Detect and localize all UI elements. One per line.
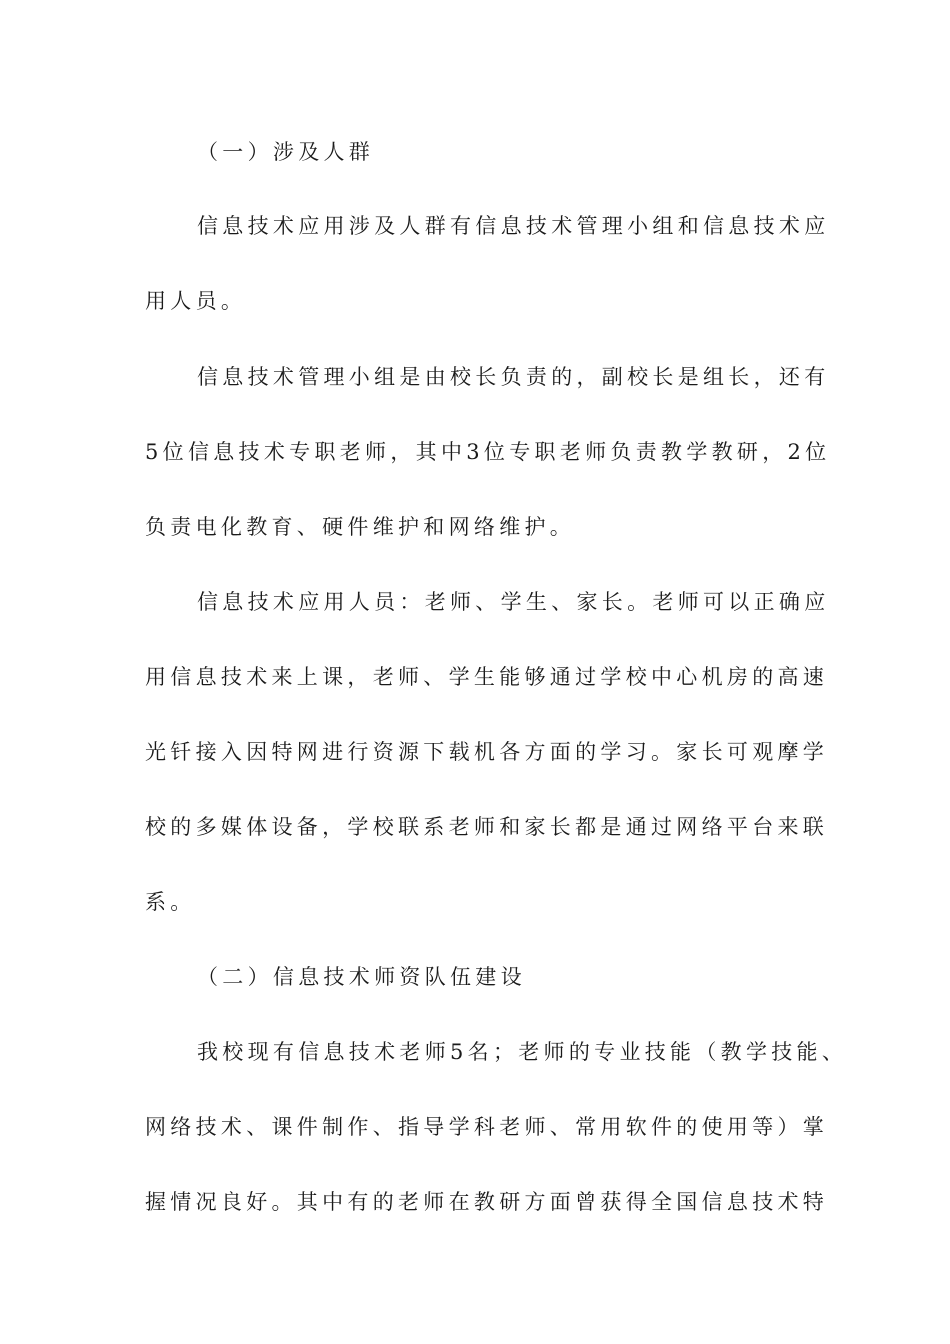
paragraph-line: 信息技术应用人员：老师、学生、家长。老师可以正确应 xyxy=(197,590,830,614)
paragraph-line: 5位信息技术专职老师，其中3位专职老师负责教学教研，2位 xyxy=(145,440,831,464)
paragraph-line: 系。 xyxy=(145,890,196,914)
section-heading: （一）涉及人群 xyxy=(197,140,375,164)
paragraph-line: 校的多媒体设备，学校联系老师和家长都是通过网络平台来联 xyxy=(145,815,829,839)
paragraph-line: 光钎接入因特网进行资源下载机各方面的学习。家长可观摩学 xyxy=(145,740,829,764)
paragraph-line: 用人员。 xyxy=(145,289,247,313)
paragraph-line: 网络技术、课件制作、指导学科老师、常用软件的使用等）掌 xyxy=(145,1115,829,1139)
paragraph-line: 信息技术管理小组是由校长负责的，副校长是组长，还有 xyxy=(197,365,830,389)
paragraph-line: 负责电化教育、硬件维护和网络维护。 xyxy=(145,515,576,539)
paragraph-line: 用信息技术来上课，老师、学生能够通过学校中心机房的高速 xyxy=(145,665,829,689)
paragraph-line: 我校现有信息技术老师5名；老师的专业技能（教学技能、 xyxy=(197,1040,848,1064)
section-heading: （二）信息技术师资队伍建设 xyxy=(197,965,526,989)
paragraph-line: 握情况良好。其中有的老师在教研方面曾获得全国信息技术特 xyxy=(145,1190,829,1214)
paragraph-line: 信息技术应用涉及人群有信息技术管理小组和信息技术应 xyxy=(197,214,830,238)
